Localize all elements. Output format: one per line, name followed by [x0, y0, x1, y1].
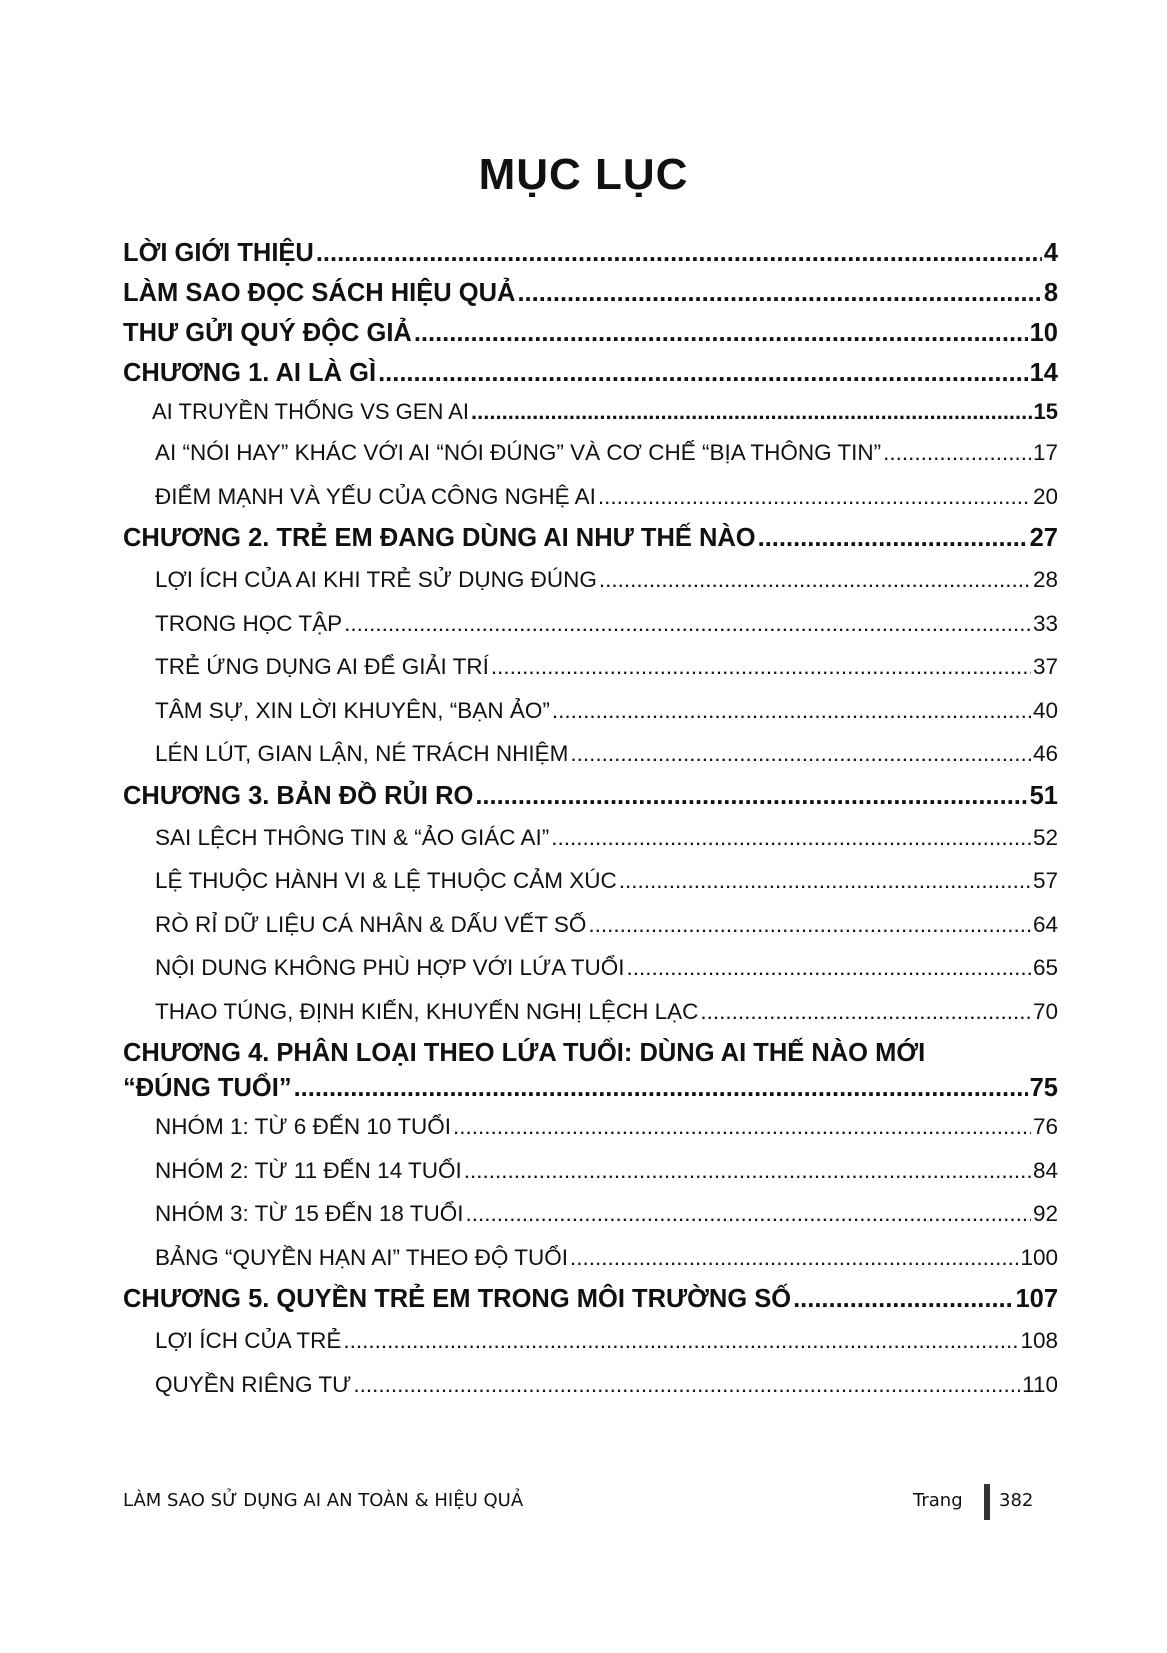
toc-entry-how-to-read[interactable] — [123, 273, 1058, 313]
toc-entry-label: AI TRUYỀN THỐNG VS GEN AI — [152, 399, 470, 424]
dot-leader — [619, 859, 1031, 903]
dot-leader — [464, 1149, 1031, 1193]
toc-entry-label: AI “NÓI HAY” KHÁC VỚI AI “NÓI ĐÚNG” VÀ CƠ CHẾ “BỊA THÔNG TIN” — [155, 440, 882, 465]
dot-leader — [353, 1363, 1020, 1407]
dot-leader — [475, 776, 1027, 816]
toc-entry-chapter-1[interactable] — [123, 353, 1058, 393]
toc-entry-label: THƯ GỬI QUÝ ĐỘC GIẢ — [123, 319, 412, 347]
toc-entry-label: LỢI ÍCH CỦA TRẺ — [155, 1328, 342, 1353]
toc-entry-1-3[interactable] — [123, 475, 1058, 519]
toc-entry-label: LÉN LÚT, GIAN LẬN, NÉ TRÁCH NHIỆM — [155, 741, 569, 766]
toc-entry-2-1[interactable] — [123, 558, 1058, 602]
toc-entry-page: 28 — [1032, 567, 1058, 592]
toc-entry-label: CHƯƠNG 5. QUYỀN TRẺ EM TRONG MÔI TRƯỜNG SỐ — [123, 1285, 792, 1313]
toc-entry-label: LỜI GIỚI THIỆU — [123, 239, 314, 267]
toc-entry-page: 57 — [1032, 868, 1058, 893]
toc-entry-chapter-4-line1[interactable]: CHƯƠNG 4. PHÂN LOẠI THEO LỨA TUỔI: DÙNG AI THẾ NÀO MỚI — [123, 1039, 926, 1067]
toc-entry-page: 15 — [1033, 399, 1058, 424]
toc-entry-label: SAI LỆCH THÔNG TIN & “ẢO GIÁC AI” — [155, 824, 550, 850]
toc-entry-letter[interactable] — [123, 313, 1058, 353]
footer-book-title: LÀM SAO SỬ DỤNG AI AN TOÀN & HIỆU QUẢ — [123, 1490, 524, 1511]
toc-entry-page: 70 — [1032, 998, 1058, 1024]
toc-entry-4-1[interactable] — [123, 1105, 1058, 1149]
dot-leader — [599, 558, 1031, 602]
dot-leader — [552, 689, 1031, 733]
toc-entry-label: TRẺ ỨNG DỤNG AI ĐỂ GIẢI TRÍ — [155, 654, 489, 679]
toc-entry-3-2[interactable] — [123, 859, 1058, 903]
page-title: MỤC LỤC — [478, 150, 689, 199]
dot-leader — [700, 990, 1031, 1034]
toc-entry-page: 4 — [1043, 239, 1058, 267]
dot-leader — [344, 602, 1031, 646]
toc-entry-intro[interactable] — [123, 233, 1058, 273]
footer-divider — [984, 1484, 990, 1520]
dot-leader — [465, 1192, 1031, 1236]
dot-leader — [471, 393, 1031, 431]
toc-entry-page: 52 — [1032, 824, 1058, 850]
dot-leader — [551, 816, 1031, 860]
toc-entry-page: 84 — [1032, 1157, 1058, 1183]
toc-entry-page: 75 — [1029, 1074, 1058, 1102]
toc-entry-page: 51 — [1029, 781, 1058, 810]
toc-entry-page: 108 — [1020, 1328, 1058, 1353]
toc-entry-label: BẢNG “QUYỀN HẠN AI” THEO ĐỘ TUỔI — [155, 1244, 568, 1270]
dot-leader — [883, 431, 1031, 475]
toc-entry-page: 27 — [1029, 524, 1058, 552]
toc-entry-page: 100 — [1020, 1244, 1058, 1270]
toc-entry-label: “ĐÚNG TUỔI” — [123, 1074, 292, 1102]
toc-entry-label: CHƯƠNG 2. TRẺ EM ĐANG DÙNG AI NHƯ THẾ NÀO — [123, 524, 756, 552]
toc-entry-3-5[interactable] — [123, 990, 1058, 1034]
toc-entry-page: 110 — [1022, 1371, 1058, 1397]
toc-entry-chapter-2[interactable] — [123, 518, 1058, 558]
toc-entry-label: TÂM SỰ, XIN LỜI KHUYÊN, “BẠN ẢO” — [155, 697, 550, 723]
toc-entry-page: 107 — [1015, 1285, 1058, 1313]
toc-entry-4-3[interactable] — [123, 1192, 1058, 1236]
toc-entry-page: 8 — [1043, 279, 1058, 307]
dot-leader — [588, 903, 1031, 947]
toc-entry-page: 17 — [1032, 440, 1058, 465]
toc-entry-label: THAO TÚNG, ĐỊNH KIẾN, KHUYẾN NGHỊ LỆCH LẠC — [155, 998, 699, 1024]
toc-entry-5-2[interactable] — [123, 1363, 1058, 1407]
toc-entry-label: LỢI ÍCH CỦA AI KHI TRẺ SỬ DỤNG ĐÚNG — [155, 567, 597, 592]
toc-entry-1-2[interactable] — [123, 431, 1058, 475]
toc-entry-label: NHÓM 1: TỪ 6 ĐẾN 10 TUỔI — [155, 1114, 451, 1139]
toc-entry-chapter-5[interactable] — [123, 1279, 1058, 1319]
table-of-contents — [123, 233, 1058, 1406]
toc-entry-3-1[interactable] — [123, 816, 1058, 860]
dot-leader — [453, 1105, 1031, 1149]
toc-entry-label: CHƯƠNG 1. AI LÀ GÌ — [123, 359, 377, 387]
toc-entry-label: NHÓM 2: TỪ 11 ĐẾN 14 TUỔI — [155, 1157, 462, 1183]
toc-entry-label: LỆ THUỘC HÀNH VI & LỆ THUỘC CẢM XÚC — [155, 868, 617, 893]
toc-entry-2-3[interactable] — [123, 645, 1058, 689]
footer-page-number: 382 — [999, 1490, 1034, 1511]
dot-leader — [414, 313, 1028, 353]
toc-entry-label: TRONG HỌC TẬP — [155, 610, 343, 636]
page-footer — [123, 1490, 1058, 1520]
toc-entry-chapter-4[interactable] — [123, 1071, 1058, 1105]
toc-entry-page: 64 — [1032, 911, 1058, 937]
toc-entry-page: 92 — [1032, 1201, 1058, 1226]
dot-leader — [570, 1236, 1018, 1280]
toc-entry-label: LÀM SAO ĐỌC SÁCH HIỆU QUẢ — [123, 279, 516, 307]
toc-entry-3-3[interactable] — [123, 903, 1058, 947]
toc-entry-2-2[interactable] — [123, 602, 1058, 646]
toc-entry-page: 20 — [1032, 483, 1058, 509]
toc-entry-label: NỘI DUNG KHÔNG PHÙ HỢP VỚI LỨA TUỔI — [155, 955, 625, 980]
dot-leader — [758, 518, 1028, 558]
toc-entry-4-4[interactable] — [123, 1236, 1058, 1280]
dot-leader — [491, 645, 1031, 689]
toc-entry-1-1[interactable] — [123, 393, 1058, 431]
dot-leader — [316, 233, 1042, 273]
toc-entry-2-5[interactable] — [123, 732, 1058, 776]
toc-entry-label: CHƯƠNG 3. BẢN ĐỒ RỦI RO — [123, 781, 474, 810]
toc-entry-label: NHÓM 3: TỪ 15 ĐẾN 18 TUỔI — [155, 1201, 464, 1226]
dot-leader — [343, 1319, 1018, 1363]
toc-entry-page: 40 — [1032, 697, 1058, 723]
footer-page-label: Trang — [913, 1490, 963, 1511]
toc-entry-label: QUYỀN RIÊNG TƯ — [155, 1371, 352, 1397]
dot-leader — [517, 273, 1041, 313]
dot-leader — [793, 1279, 1013, 1319]
toc-entry-4-2[interactable] — [123, 1149, 1058, 1193]
toc-entry-page: 33 — [1032, 610, 1058, 636]
toc-entry-page: 10 — [1029, 319, 1058, 347]
toc-entry-2-4[interactable] — [123, 689, 1058, 733]
toc-entry-label: ĐIỂM MẠNH VÀ YẾU CỦA CÔNG NGHỆ AI — [155, 483, 596, 509]
dot-leader — [294, 1071, 1028, 1105]
toc-entry-5-1[interactable] — [123, 1319, 1058, 1363]
toc-entry-page: 37 — [1032, 654, 1058, 679]
toc-entry-chapter-3[interactable] — [123, 776, 1058, 816]
toc-entry-page: 65 — [1032, 955, 1058, 980]
dot-leader — [627, 946, 1031, 990]
toc-entry-page: 46 — [1032, 741, 1058, 766]
dot-leader — [378, 353, 1028, 393]
dot-leader — [570, 732, 1031, 776]
toc-entry-3-4[interactable] — [123, 946, 1058, 990]
toc-entry-label: RÒ RỈ DỮ LIỆU CÁ NHÂN & DẤU VẾT SỐ — [155, 911, 587, 937]
toc-entry-page: 14 — [1029, 359, 1058, 387]
dot-leader — [598, 475, 1031, 519]
toc-entry-page: 76 — [1032, 1114, 1058, 1139]
